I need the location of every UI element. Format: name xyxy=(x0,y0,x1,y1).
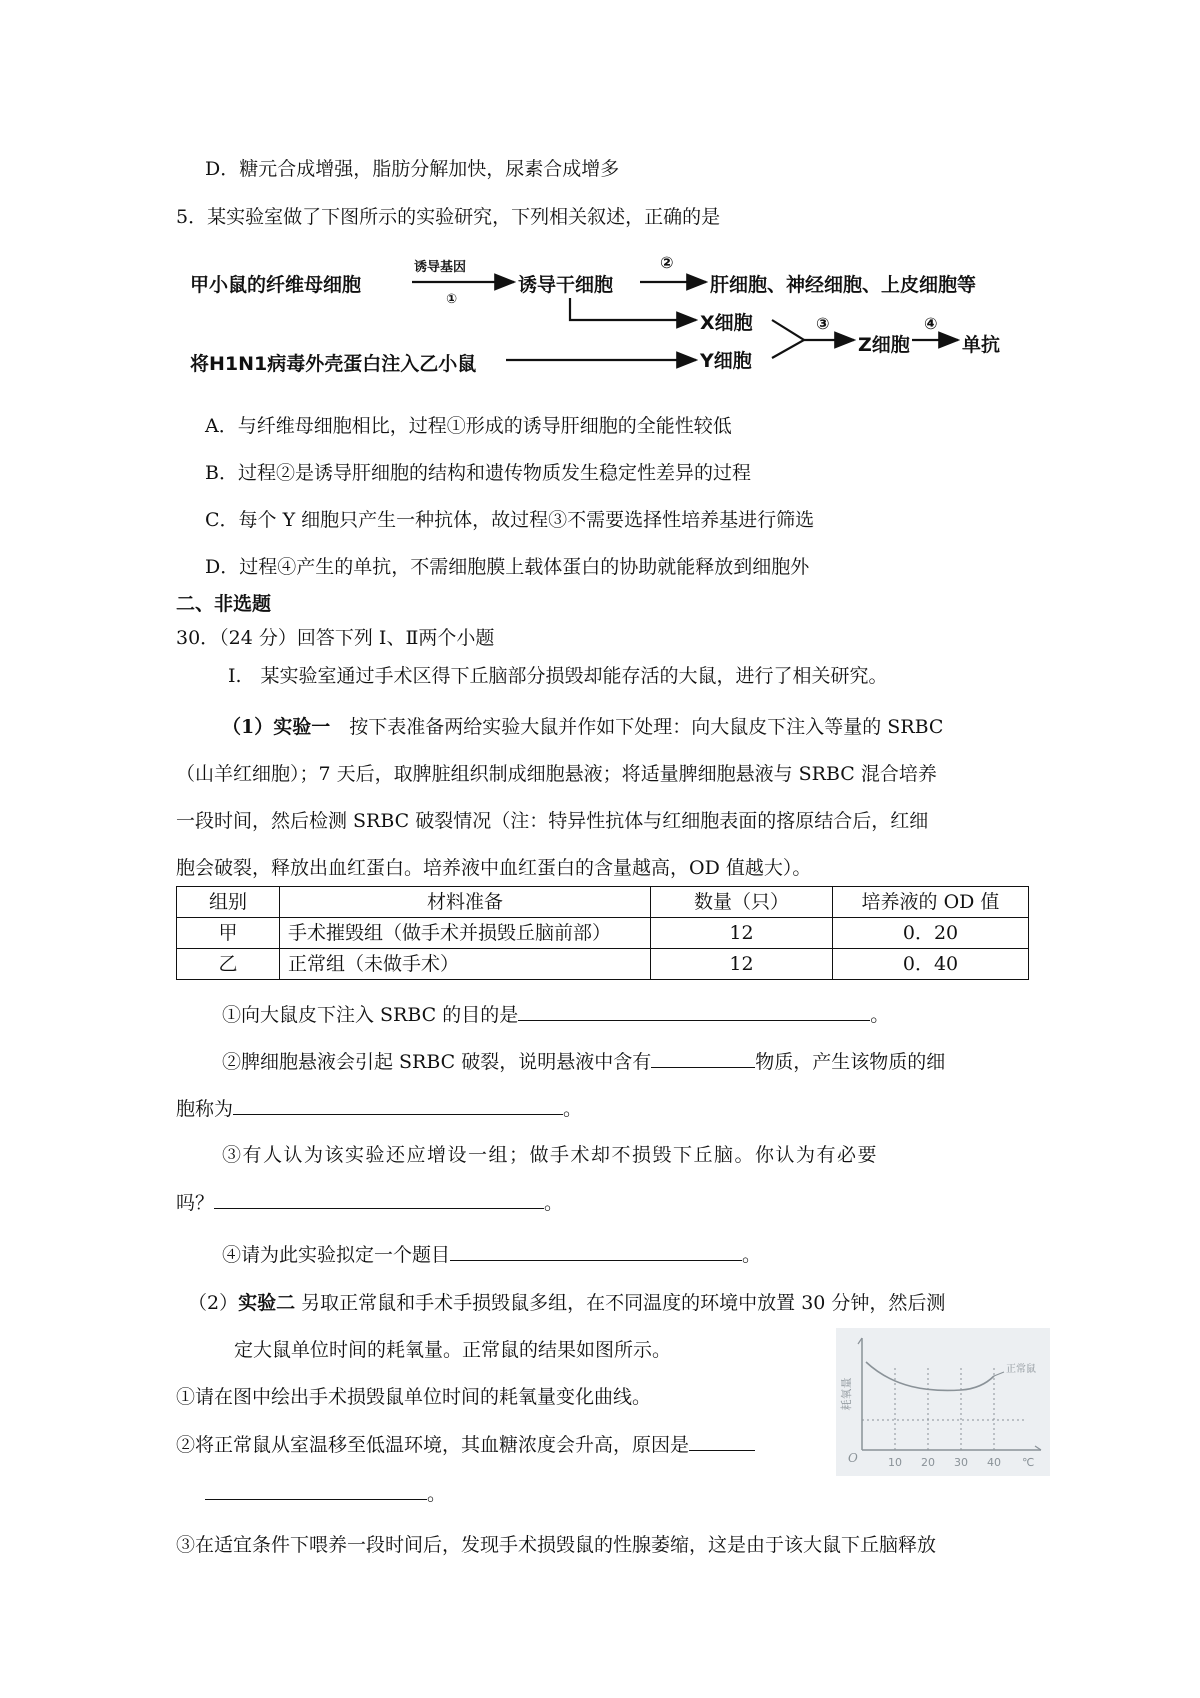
graph-series-label: 正常鼠 xyxy=(1006,1364,1036,1375)
flow-induced-stem-cell: 诱导干细胞 xyxy=(518,274,614,296)
flow-fibroblast: 甲小鼠的纤维母细胞 xyxy=(190,274,362,296)
flow-x-cell: X细胞 xyxy=(700,312,753,334)
exp1-line-4: 胞会破裂，释放出血红蛋白。培养液中血红蛋白的含量越高，OD 值越大）。 xyxy=(176,857,812,879)
table-header: 材料准备 xyxy=(280,887,651,918)
arrow-x-y-merge xyxy=(772,320,804,358)
od-table xyxy=(176,886,1029,980)
normal-rat-curve xyxy=(866,1362,994,1390)
sub-question-3-line-2: 吗？ 。 xyxy=(176,1192,564,1214)
exp2-line-2: 定大鼠单位时间的耗氧量。正常鼠的结果如图所示。 xyxy=(234,1339,672,1361)
table-cell: 12 xyxy=(651,949,833,980)
table-row xyxy=(177,918,1029,949)
exp2-item-3: ③在适宜条件下喂养一段时间后，发现手术损毁鼠的性腺萎缩，这是由于该大鼠下丘脑释放 xyxy=(176,1534,937,1556)
exp1-line-2: （山羊红细胞）；7 天后，取脾脏组织制成细胞悬液；将适量脾细胞悬液与 SRBC 混合培养 xyxy=(176,763,937,785)
graph-svg xyxy=(836,1328,1050,1476)
answer-blank[interactable] xyxy=(518,1002,870,1021)
table-cell: 0．20 xyxy=(833,918,1029,949)
flow-y-cell: Y细胞 xyxy=(700,350,752,372)
answer-blank[interactable] xyxy=(450,1242,742,1261)
exp2-item-2-line-2: 。 xyxy=(205,1481,446,1506)
exp2-label: 实验二 xyxy=(238,1292,296,1314)
sub-question-4: ④请为此实验拟定一个题目 。 xyxy=(222,1244,762,1266)
flow-label-process-4: ④ xyxy=(924,314,938,333)
table-cell: 12 xyxy=(651,918,833,949)
flow-monoclonal-antibody: 单抗 xyxy=(962,334,1001,356)
flow-h1n1-injection: 将H1N1病毒外壳蛋白注入乙小鼠 xyxy=(190,353,477,375)
flow-label-process-1: ① xyxy=(446,292,458,307)
exp2-item-1: ①请在图中绘出手术损毁鼠单位时间的耗氧量变化曲线。 xyxy=(176,1386,652,1408)
sub-question-2-line-2: 胞称为 。 xyxy=(176,1098,583,1120)
series-label-leader xyxy=(994,1372,1004,1376)
answer-blank[interactable] xyxy=(689,1432,755,1451)
flow-z-cell: Z细胞 xyxy=(858,334,910,356)
table-cell: 正常组（未做手术） xyxy=(280,949,651,980)
sub-question-2: ②脾细胞悬液会引起 SRBC 破裂，说明悬液中含有 物质，产生该物质的细 xyxy=(222,1051,946,1073)
exp2-item-2: ②将正常鼠从室温移至低温环境，其血糖浓度会升高，原因是 xyxy=(176,1432,755,1457)
table-header-row xyxy=(177,887,1029,918)
graph-x-tick: 10 xyxy=(888,1456,902,1469)
q5-option-b: B．过程②是诱导肝细胞的结构和遗传物质发生稳定性差异的过程 xyxy=(205,462,751,484)
q4-option-d: D．糖元合成增强，脂肪分解加快，尿素合成增多 xyxy=(205,158,620,180)
table-cell: 乙 xyxy=(177,949,280,980)
table-row xyxy=(177,949,1029,980)
graph-x-tick: 40 xyxy=(987,1456,1001,1469)
flow-label-inducing-gene: 诱导基因 xyxy=(414,260,467,275)
graph-y-label: 耗氧量 xyxy=(840,1377,853,1411)
q5-option-c: C．每个 Y 细胞只产生一种抗体，故过程③不需要选择性培养基进行筛选 xyxy=(205,509,815,531)
answer-blank[interactable] xyxy=(651,1049,755,1068)
oxygen-consumption-graph xyxy=(836,1328,1050,1476)
q5-option-a: A．与纤维母细胞相比，过程①形成的诱导肝细胞的全能性较低 xyxy=(205,415,732,437)
flow-label-process-3: ③ xyxy=(816,314,830,333)
q5-option-d: D．过程④产生的单抗，不需细胞膜上载体蛋白的协助就能释放到细胞外 xyxy=(205,556,810,578)
table-header: 培养液的 OD 值 xyxy=(833,887,1029,918)
part-one-intro: I. 某实验室通过手术区得下丘脑部分损毁却能存活的大鼠，进行了相关研究。 xyxy=(228,665,888,687)
table-header: 组别 xyxy=(177,887,280,918)
table-cell: 手术摧毁组（做手术并损毁丘脑前部） xyxy=(280,918,651,949)
graph-origin: O xyxy=(848,1451,858,1465)
sub-question-1: ①向大鼠皮下注入 SRBC 的目的是 。 xyxy=(222,1004,890,1026)
exp2-line-1: （2）实验二 另取正常鼠和手术手损毁鼠多组，在不同温度的环境中放置 30 分钟，然后测 xyxy=(188,1292,946,1314)
flow-arrows xyxy=(0,0,1200,420)
answer-blank[interactable] xyxy=(233,1096,563,1115)
flow-derived-cells: 肝细胞、神经细胞、上皮细胞等 xyxy=(710,274,977,296)
section-heading: 二、非选题 xyxy=(176,593,272,615)
exp1-line-1: （1）实验一 按下表准备两给实验大鼠并作如下处理：向大鼠皮下注入等量的 SRBC xyxy=(222,716,944,738)
table-header: 数量（只） xyxy=(651,887,833,918)
flow-label-process-2: ② xyxy=(660,253,674,272)
table-cell: 甲 xyxy=(177,918,280,949)
exp1-label: （1）实验一 xyxy=(222,716,331,738)
graph-x-tick: 20 xyxy=(921,1456,935,1469)
sub-question-3: ③有人认为该实验还应增设一组；做手术却不损毁下丘脑。你认为有必要 xyxy=(222,1144,879,1166)
graph-x-tick: 30 xyxy=(954,1456,968,1469)
arrow-stem-to-x xyxy=(570,298,696,320)
exp1-line-3: 一段时间，然后检测 SRBC 破裂情况（注：特异性抗体与红细胞表面的揢原结合后，红细 xyxy=(176,810,929,832)
graph-x-unit: ℃ xyxy=(1022,1456,1035,1469)
q30-stem: 30．（24 分）回答下列 I、Ⅱ两个小题 xyxy=(176,627,495,649)
table-cell: 0．40 xyxy=(833,949,1029,980)
answer-blank[interactable] xyxy=(205,1481,427,1500)
answer-blank[interactable] xyxy=(214,1190,544,1209)
q5-stem: 5．某实验室做了下图所示的实验研究，下列相关叙述，正确的是 xyxy=(176,206,721,228)
